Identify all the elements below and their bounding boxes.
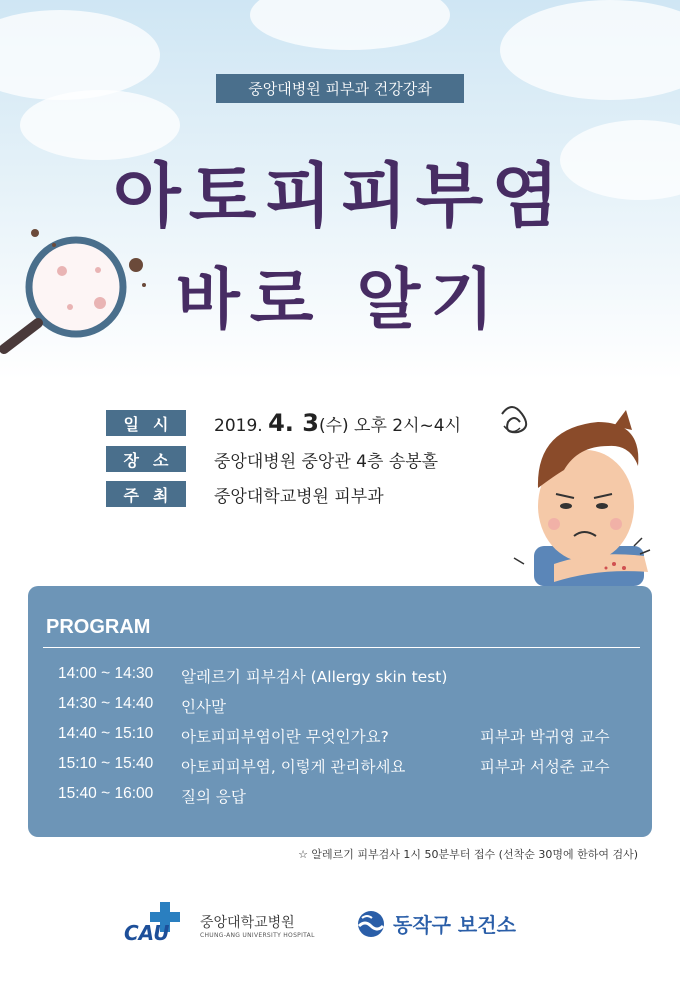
program-row — [58, 665, 638, 689]
date-day: 4. 3 — [268, 409, 319, 437]
title-line-2: 바로 알기 — [175, 261, 504, 338]
date-time: (수) 오후 2시~4시 — [318, 416, 462, 436]
cloud — [500, 0, 680, 100]
lecture-badge: 중앙대병원 피부과 건강강좌 — [216, 74, 464, 103]
program-row — [58, 695, 638, 719]
cloud — [0, 10, 160, 100]
program-time: 14:30 ~ 14:40 — [58, 695, 154, 712]
magnifier-icon — [0, 225, 160, 375]
cau-hospital-logo — [122, 898, 194, 944]
program-topic: 질의 응답 — [181, 788, 246, 806]
host-label: 주최 — [106, 481, 186, 507]
info-row-date — [106, 409, 461, 437]
hospital-name: 중앙대학교병원 — [200, 915, 295, 931]
place-label: 장소 — [106, 446, 186, 472]
program-row — [58, 785, 638, 809]
program-speaker: 피부과 박귀영 교수 — [480, 728, 610, 746]
program-row — [58, 725, 638, 749]
program-speaker: 피부과 서성준 교수 — [480, 758, 610, 776]
program-title: PROGRAM — [46, 616, 151, 638]
program-time: 14:00 ~ 14:30 — [58, 665, 154, 682]
program-topic: 아토피피부염이란 무엇인가요? — [181, 728, 389, 746]
health-center-name: 동작구 보건소 — [393, 913, 516, 937]
program-time: 15:40 ~ 16:00 — [58, 785, 154, 802]
cloud — [250, 0, 450, 50]
program-topic: 아토피피부염, 이렇게 관리하세요 — [181, 758, 406, 776]
program-box — [28, 586, 652, 837]
date-value — [214, 409, 461, 437]
program-topic: 알레르기 피부검사 (Allergy skin test) — [181, 668, 448, 686]
title-line-1: 아토피피부염 — [113, 155, 567, 237]
program-divider — [43, 647, 640, 648]
registration-note: ☆ 알레르기 피부검사 1시 50분부터 접수 (선착순 30명에 한하여 검사) — [298, 848, 638, 861]
place-value: 중앙대병원 중앙관 4층 송봉홀 — [214, 451, 439, 472]
date-label: 일시 — [106, 410, 186, 436]
hospital-name-en: CHUNG-ANG UNIVERSITY HOSPITAL — [200, 932, 315, 939]
dongjak-logo-icon — [356, 909, 386, 939]
program-topic: 인사말 — [181, 698, 226, 716]
host-value: 중앙대학교병원 피부과 — [214, 486, 384, 507]
date-year: 2019. — [214, 416, 269, 436]
program-row — [58, 755, 638, 779]
program-time: 15:10 ~ 15:40 — [58, 755, 154, 772]
program-time: 14:40 ~ 15:10 — [58, 725, 154, 742]
cau-logo-text: CAU — [124, 921, 170, 944]
info-row-place — [106, 445, 438, 473]
info-row-host — [106, 480, 384, 508]
itchy-man-illustration — [494, 396, 664, 586]
